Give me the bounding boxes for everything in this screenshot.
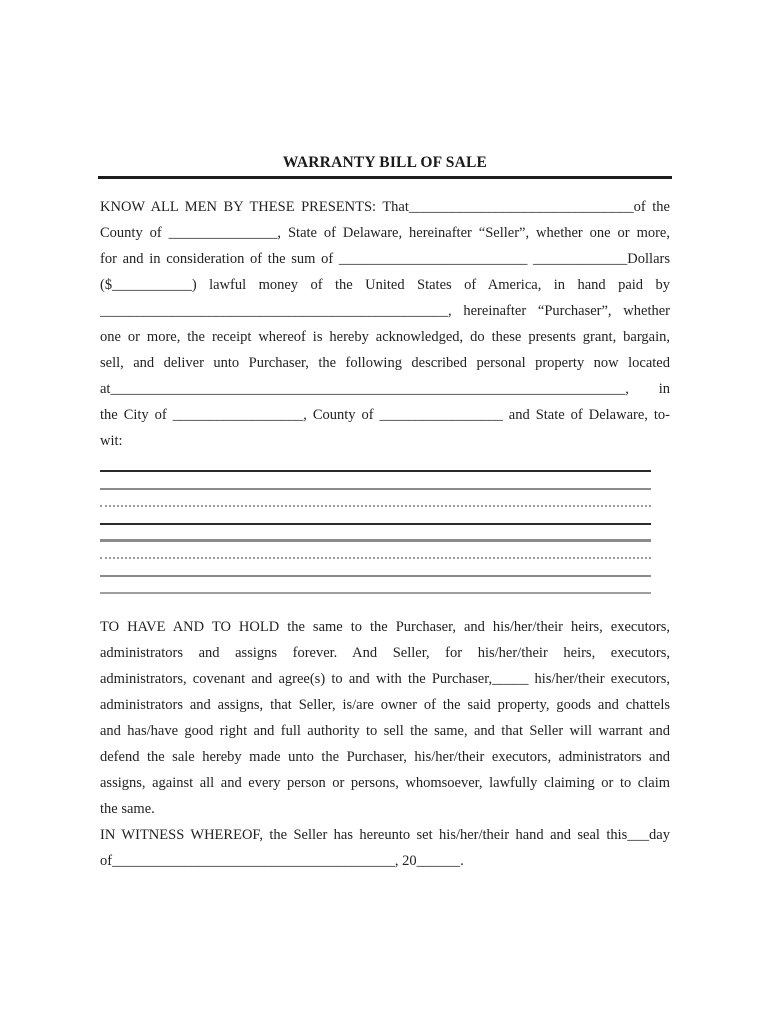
description-blank-line: [100, 490, 651, 507]
description-blank-line: [100, 472, 651, 489]
text-line: the same.: [100, 801, 155, 818]
text-line: IN WITNESS WHEREOF, the Seller has hereunto set his/her/their hand and seal this___day: [100, 827, 670, 844]
text-line: administrators, covenant and agree(s) to and with the Purchaser,_____ his/her/their executors,: [100, 671, 670, 688]
document-title: WARRANTY BILL OF SALE: [98, 153, 672, 179]
description-blank-line: [100, 577, 651, 594]
habendum-paragraph: [100, 614, 670, 822]
text-line: ($___________) lawful money of the United States of America, in hand paid by: [100, 277, 670, 293]
witness-clause: [100, 822, 670, 874]
description-blank-line: [100, 455, 651, 472]
text-line: the City of __________________, County of _________________ and State of Delaware, to-: [100, 407, 670, 423]
text-line: sell, and deliver unto Purchaser, the following described personal property now located: [100, 355, 670, 371]
text-line: KNOW ALL MEN BY THESE PRESENTS: That_______________________________of the: [100, 199, 670, 215]
description-blank-line: [100, 542, 651, 559]
text-line: administrators and assigns forever. And Seller, for his/her/their heirs, executors,: [100, 645, 670, 662]
text-line: administrators and assigns, that Seller, is/are owner of the said property, goods and chattels: [100, 697, 670, 714]
text-line: defend the sale hereby made unto the Purchaser, his/her/their executors, administrators and: [100, 749, 670, 766]
text-line: and has/have good right and full authority to sell the same, and that Seller will warrant and: [100, 723, 670, 740]
description-blank-line: [100, 525, 651, 542]
description-blank-line: [100, 507, 651, 524]
text-line: County of _______________, State of Delaware, hereinafter “Seller”, whether one or more,: [100, 225, 670, 241]
property-description-area: [100, 454, 651, 594]
text-line: for and in consideration of the sum of __________________________ _____________Dollars: [100, 251, 670, 267]
opening-paragraph: [100, 194, 670, 454]
text-line: at_______________________________________________________________________, in: [100, 381, 670, 397]
text-line: assigns, against all and every person or persons, whomsoever, lawfully claiming or to claim: [100, 775, 670, 792]
text-line: one or more, the receipt whereof is hereby acknowledged, do these presents grant, bargain,: [100, 329, 670, 345]
text-line: of_______________________________________, 20______.: [100, 853, 464, 870]
description-blank-line: [100, 559, 651, 576]
text-line: TO HAVE AND TO HOLD the same to the Purchaser, and his/her/their heirs, executors,: [100, 619, 670, 636]
text-line: ________________________________________________, hereinafter “Purchaser”, whether: [100, 303, 670, 319]
text-line: wit:: [100, 433, 123, 449]
